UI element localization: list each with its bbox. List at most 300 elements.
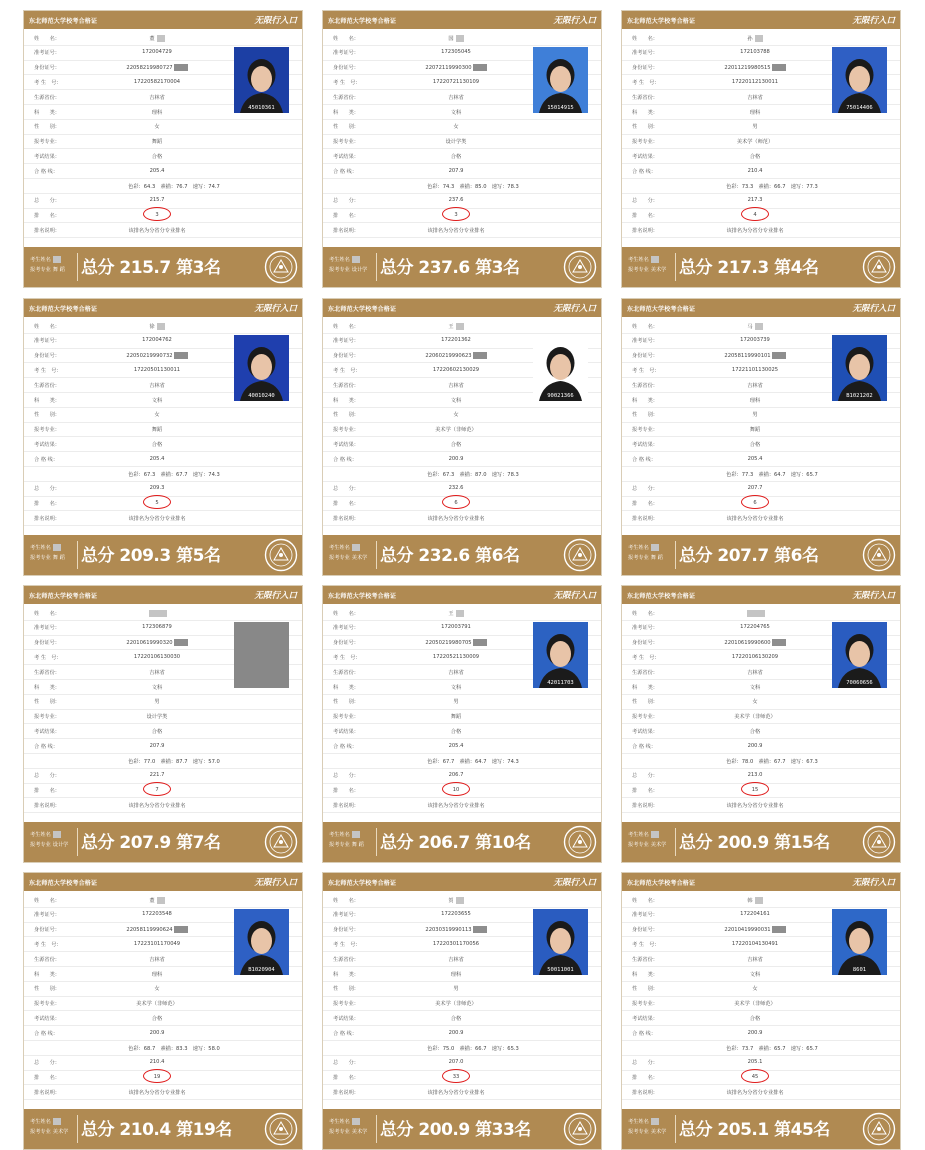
field-label: 考试结果： <box>333 1015 359 1022</box>
photo-number: 45010361 <box>248 105 275 111</box>
info-row <box>24 724 303 739</box>
field-gender-text: 女 <box>752 699 758 706</box>
photo-number: 50011001 <box>547 967 574 973</box>
banner-name-line <box>329 255 375 265</box>
university-seal-icon <box>862 250 896 284</box>
info-row <box>24 739 303 754</box>
field-label: 准考证号： <box>333 50 359 57</box>
field-label: 报考专业： <box>333 139 359 146</box>
info-row <box>24 164 303 179</box>
info-row <box>323 437 602 452</box>
redacted-mask <box>174 64 188 71</box>
student-photo <box>234 47 289 113</box>
field-line-text: 205.4 <box>747 455 763 462</box>
field-line-text: 200.9 <box>747 1029 763 1036</box>
brand-logo: 无限行入口 <box>852 591 895 601</box>
field-ticket <box>102 337 212 343</box>
field-label: 科 类： <box>632 971 658 978</box>
redacted-mask <box>174 926 188 933</box>
certificate-card <box>23 298 303 576</box>
field-ticket <box>700 624 810 630</box>
banner-major-line <box>628 553 674 563</box>
info-row <box>622 423 901 438</box>
redacted-mask <box>352 544 360 551</box>
brand-logo: 无限行入口 <box>254 591 297 601</box>
field-idcard-text: 22010419990031 <box>724 927 771 934</box>
field-province <box>401 956 511 963</box>
field-line-text: 205.4 <box>448 742 464 749</box>
info-row <box>24 497 303 512</box>
field-examnum-text: 17220721130109 <box>432 78 480 85</box>
info-row <box>323 179 602 194</box>
field-gender-text: 女 <box>752 986 758 993</box>
field-result <box>401 153 511 160</box>
field-ticket-text: 172103788 <box>740 49 770 56</box>
field-note-text: 该排名为分省分专业排名 <box>427 1089 485 1096</box>
field-label: 排 名： <box>333 213 359 220</box>
info-row <box>323 31 602 46</box>
field-category <box>401 684 511 691</box>
info-row <box>323 223 602 238</box>
field-label: 考试结果： <box>34 153 60 160</box>
field-label: 排 名： <box>34 788 60 795</box>
rank-value: 4 <box>753 212 757 219</box>
banner-name-label: 考生姓名 <box>628 257 649 263</box>
banner-major-line <box>628 840 674 850</box>
info-row <box>323 754 602 769</box>
info-row <box>323 798 602 813</box>
redacted-mask <box>772 352 786 359</box>
field-result-text: 合格 <box>450 153 462 160</box>
banner-major-value: 舞 蹈 <box>351 842 364 848</box>
field-total <box>700 1059 810 1065</box>
field-idcard <box>401 639 511 646</box>
brand-logo: 无限行入口 <box>553 16 596 26</box>
banner-divider <box>376 828 377 856</box>
field-category <box>700 109 810 116</box>
banner-major-value: 美术学 <box>52 1129 69 1135</box>
field-label: 性 别： <box>333 412 359 419</box>
banner-name-label: 考生姓名 <box>30 257 51 263</box>
field-major-text: 舞蹈 <box>450 714 462 721</box>
field-ticket <box>700 337 810 343</box>
field-examnum-text: 17220106130030 <box>133 653 181 660</box>
field-result <box>401 441 511 448</box>
info-row <box>323 1011 602 1026</box>
info-row <box>24 149 303 164</box>
banner-divider <box>77 541 78 569</box>
banner-name-line <box>329 543 375 553</box>
field-name-text: 董 <box>149 35 155 42</box>
field-line <box>700 743 810 749</box>
field-category-text: 文科 <box>151 397 163 404</box>
field-label: 排 名： <box>632 788 658 795</box>
subject-scores: 色彩：73.7 素描：65.7 速写：65.7 <box>726 1045 818 1052</box>
field-total <box>102 485 212 491</box>
field-gender-text: 女 <box>453 412 459 419</box>
field-examnum-text: 17220106130209 <box>731 653 779 660</box>
field-major-text: 美术学（非师范） <box>136 1001 178 1008</box>
field-total-text: 215.7 <box>149 197 165 204</box>
field-examnum <box>401 941 511 947</box>
banner-divider <box>77 828 78 856</box>
info-row <box>622 1085 901 1100</box>
card-title: 东北师范大学校考合格证 <box>627 17 696 25</box>
field-note <box>102 1089 212 1096</box>
info-row <box>323 997 602 1012</box>
banner-major-label: 报考专业 <box>30 1129 51 1135</box>
banner-labels <box>628 830 674 850</box>
field-examnum <box>401 79 511 85</box>
field-label: 合 格 线： <box>632 168 657 175</box>
score-banner <box>622 535 901 575</box>
rank-value: 15 <box>751 787 759 794</box>
info-row <box>323 408 602 423</box>
info-row <box>622 739 901 754</box>
field-note <box>401 1089 511 1096</box>
field-label: 合 格 线： <box>34 743 59 750</box>
score-banner <box>24 247 303 287</box>
rank-value: 3 <box>155 212 159 219</box>
field-total-text: 217.3 <box>747 197 763 204</box>
field-line-text: 207.9 <box>149 742 165 749</box>
banner-major-line <box>329 840 375 850</box>
field-label: 考 生 号： <box>34 367 62 374</box>
info-row <box>622 452 901 467</box>
rank-value: 3 <box>454 212 458 219</box>
info-row <box>24 194 303 209</box>
field-line <box>401 456 511 462</box>
field-total-text: 213.0 <box>747 772 763 779</box>
field-examnum <box>102 79 212 85</box>
total-score-rank: 总分 217.3 第4名 <box>679 258 819 278</box>
field-idcard <box>102 352 212 359</box>
field-major <box>401 1000 511 1007</box>
photo-number: 15014915 <box>547 105 574 111</box>
field-province <box>401 669 511 676</box>
info-row <box>622 754 901 769</box>
total-score-rank: 总分 206.7 第10名 <box>380 833 531 853</box>
field-label: 考试结果： <box>632 728 658 735</box>
field-line <box>700 1030 810 1036</box>
field-name <box>401 323 511 330</box>
field-label: 排 名： <box>333 788 359 795</box>
field-label: 考试结果： <box>333 153 359 160</box>
info-row <box>622 1056 901 1071</box>
field-note <box>401 802 511 809</box>
field-idcard <box>700 926 810 933</box>
redacted-mask <box>651 1118 659 1125</box>
field-category <box>102 109 212 116</box>
field-ticket <box>401 49 511 55</box>
field-note-text: 该排名为分省分专业排名 <box>128 515 186 522</box>
field-result-text: 合格 <box>749 1015 761 1022</box>
field-total-text: 232.6 <box>448 485 464 492</box>
info-row <box>622 149 901 164</box>
university-seal-icon <box>264 1112 298 1146</box>
field-result <box>102 728 212 735</box>
field-result-text: 合格 <box>749 153 761 160</box>
total-score-rank: 总分 207.7 第6名 <box>679 546 819 566</box>
banner-name-line <box>30 830 76 840</box>
field-major <box>102 1000 212 1007</box>
info-row <box>622 997 901 1012</box>
field-category-text: 文科 <box>450 109 462 116</box>
field-total <box>102 197 212 203</box>
field-note-text: 该排名为分省分专业排名 <box>427 227 485 234</box>
field-result-text: 合格 <box>450 441 462 448</box>
banner-major-label: 报考专业 <box>329 842 350 848</box>
field-note <box>401 227 511 234</box>
field-ticket <box>102 911 212 917</box>
redacted-mask <box>53 544 61 551</box>
redacted-mask <box>456 610 464 617</box>
info-row <box>622 319 901 334</box>
field-label: 准考证号： <box>34 50 60 57</box>
redacted-mask <box>772 639 786 646</box>
banner-major-label: 报考专业 <box>628 267 649 273</box>
field-label: 准考证号： <box>333 625 359 632</box>
university-seal-icon <box>862 538 896 572</box>
field-label: 科 类： <box>632 397 658 404</box>
info-row <box>622 408 901 423</box>
field-gender <box>401 698 511 705</box>
field-total-text: 237.6 <box>448 197 464 204</box>
field-idcard <box>102 926 212 933</box>
field-result <box>700 1015 810 1022</box>
banner-major-line <box>329 265 375 275</box>
info-row <box>323 482 602 497</box>
field-label: 姓 名： <box>34 897 60 904</box>
banner-major-line <box>628 265 674 275</box>
banner-major-value: 舞 蹈 <box>52 555 65 561</box>
info-row <box>24 437 303 452</box>
info-row <box>622 606 901 621</box>
subject-scores: 色彩：67.3 素描：87.0 速写：78.3 <box>427 471 519 478</box>
redacted-mask <box>149 610 167 617</box>
field-category-text: 文科 <box>450 684 462 691</box>
field-idcard <box>700 352 810 359</box>
info-row <box>24 223 303 238</box>
field-label: 排名说明： <box>632 802 658 809</box>
field-result-text: 合格 <box>450 1015 462 1022</box>
field-category <box>102 397 212 404</box>
field-ticket-text: 172004729 <box>142 49 172 56</box>
field-label: 总 分： <box>34 486 60 493</box>
banner-major-label: 报考专业 <box>30 842 51 848</box>
banner-name-label: 考生姓名 <box>628 832 649 838</box>
field-ticket <box>401 911 511 917</box>
field-idcard-text: 22058119990624 <box>126 927 173 934</box>
field-gender <box>700 411 810 418</box>
field-label: 考试结果： <box>333 441 359 448</box>
field-line-text: 200.9 <box>448 455 464 462</box>
rank-value: 19 <box>153 1074 161 1081</box>
field-major-text: 美术学（非师范） <box>734 714 776 721</box>
field-ticket <box>102 49 212 55</box>
field-examnum-text: 17220112130011 <box>731 78 779 85</box>
banner-name-line <box>30 543 76 553</box>
brand-logo: 无限行入口 <box>254 16 297 26</box>
field-label: 考 生 号： <box>34 654 62 661</box>
field-idcard <box>102 639 212 646</box>
subject-scores: 色彩：74.3 素描：85.0 速写：78.3 <box>427 183 519 190</box>
redacted-mask <box>456 323 464 330</box>
field-label: 报考专业： <box>333 714 359 721</box>
field-name <box>700 323 810 330</box>
field-name <box>102 323 212 330</box>
field-label: 排 名： <box>632 1075 658 1082</box>
field-line-text: 200.9 <box>448 1029 464 1036</box>
banner-major-label: 报考专业 <box>628 555 649 561</box>
score-banner <box>622 247 901 287</box>
info-row <box>323 209 602 224</box>
field-name <box>401 35 511 42</box>
card-title: 东北师范大学校考合格证 <box>328 17 397 25</box>
field-label: 姓 名： <box>333 897 359 904</box>
banner-labels <box>628 1117 674 1137</box>
field-label: 考 生 号： <box>333 941 361 948</box>
field-result <box>102 153 212 160</box>
info-row <box>24 408 303 423</box>
field-result <box>700 153 810 160</box>
field-label: 合 格 线： <box>632 743 657 750</box>
field-idcard <box>700 64 810 71</box>
info-row <box>323 724 602 739</box>
banner-name-label: 考生姓名 <box>329 1119 350 1125</box>
photo-number: 40010240 <box>248 393 275 399</box>
rank-value: 6 <box>753 500 757 507</box>
portrait-image <box>234 622 289 688</box>
field-label: 性 别： <box>34 124 60 131</box>
info-row <box>622 1041 901 1056</box>
field-line <box>401 743 511 749</box>
banner-major-value: 设计学 <box>52 842 69 848</box>
banner-name-line <box>30 255 76 265</box>
card-title: 东北师范大学校考合格证 <box>29 592 98 600</box>
redacted-mask <box>772 926 786 933</box>
card-title: 东北师范大学校考合格证 <box>29 305 98 313</box>
info-row <box>622 179 901 194</box>
field-result-text: 合格 <box>151 441 163 448</box>
field-note <box>102 227 212 234</box>
student-photo <box>533 335 588 401</box>
banner-major-value: 美术学 <box>650 1129 667 1135</box>
card-title: 东北师范大学校考合格证 <box>29 17 98 25</box>
banner-labels <box>628 543 674 563</box>
field-ticket-text: 172204765 <box>740 624 770 631</box>
brand-logo: 无限行入口 <box>553 878 596 888</box>
rank-value: 6 <box>454 500 458 507</box>
field-line <box>700 168 810 174</box>
field-province-text: 吉林省 <box>149 94 165 101</box>
field-category-text: 理科 <box>151 109 163 116</box>
info-row <box>622 724 901 739</box>
field-result <box>102 441 212 448</box>
info-row <box>323 1026 602 1041</box>
field-gender-text: 男 <box>752 124 758 131</box>
field-category-text: 文科 <box>749 684 761 691</box>
field-label: 考 生 号： <box>34 79 62 86</box>
field-label: 科 类： <box>333 971 359 978</box>
field-label: 考试结果： <box>333 728 359 735</box>
banner-major-value: 美术学 <box>351 555 368 561</box>
field-label: 科 类： <box>34 397 60 404</box>
banner-labels <box>329 830 375 850</box>
field-name <box>700 897 810 904</box>
brand-logo: 无限行入口 <box>553 591 596 601</box>
banner-labels <box>30 1117 76 1137</box>
field-province <box>401 94 511 101</box>
rank-value: 45 <box>751 1074 759 1081</box>
field-label: 排名说明： <box>632 227 658 234</box>
banner-major-value: 美术学 <box>650 267 667 273</box>
field-note-text: 该排名为分省分专业排名 <box>128 227 186 234</box>
field-category-text: 理科 <box>749 397 761 404</box>
banner-divider <box>77 253 78 281</box>
banner-labels <box>30 255 76 275</box>
info-row <box>323 135 602 150</box>
banner-major-line <box>30 840 76 850</box>
certificate-card <box>23 872 303 1150</box>
card-title: 东北师范大学校考合格证 <box>328 592 397 600</box>
field-name <box>700 35 810 42</box>
field-examnum <box>700 654 810 660</box>
field-label: 考 生 号： <box>632 654 660 661</box>
field-total <box>102 772 212 778</box>
field-gender-text: 男 <box>453 986 459 993</box>
banner-major-label: 报考专业 <box>30 555 51 561</box>
field-label: 报考专业： <box>34 1001 60 1008</box>
field-total <box>700 485 810 491</box>
info-row <box>323 606 602 621</box>
card-header <box>24 299 302 317</box>
info-row <box>622 31 901 46</box>
field-examnum <box>401 367 511 373</box>
redacted-mask <box>473 926 487 933</box>
field-province <box>102 956 212 963</box>
rank-value: 10 <box>452 787 460 794</box>
info-row <box>323 467 602 482</box>
redacted-mask <box>174 352 188 359</box>
info-row <box>622 209 901 224</box>
field-name <box>102 35 212 42</box>
field-category <box>102 684 212 691</box>
field-category <box>401 397 511 404</box>
photo-number: 42011703 <box>547 680 574 686</box>
university-seal-icon <box>862 1112 896 1146</box>
field-label: 准考证号： <box>632 50 658 57</box>
field-label: 姓 名： <box>34 35 60 42</box>
field-label: 身份证号： <box>34 927 60 934</box>
subject-scores: 色彩：75.0 素描：66.7 速写：65.3 <box>427 1045 519 1052</box>
field-label: 生源省份： <box>333 956 359 963</box>
field-examnum-text: 17223101170049 <box>133 940 181 947</box>
field-result <box>700 441 810 448</box>
card-title: 东北师范大学校考合格证 <box>627 305 696 313</box>
student-photo <box>832 335 887 401</box>
field-total-text: 209.3 <box>149 485 165 492</box>
total-score-rank: 总分 207.9 第7名 <box>81 833 221 853</box>
field-label: 生源省份： <box>632 94 658 101</box>
field-idcard-text: 22030319990113 <box>425 927 472 934</box>
field-label: 报考专业： <box>34 427 60 434</box>
field-gender <box>700 123 810 130</box>
info-row <box>622 135 901 150</box>
subject-scores: 色彩：67.3 素描：67.7 速写：74.3 <box>128 471 220 478</box>
banner-name-line <box>628 543 674 553</box>
field-note-text: 该排名为分省分专业排名 <box>427 802 485 809</box>
